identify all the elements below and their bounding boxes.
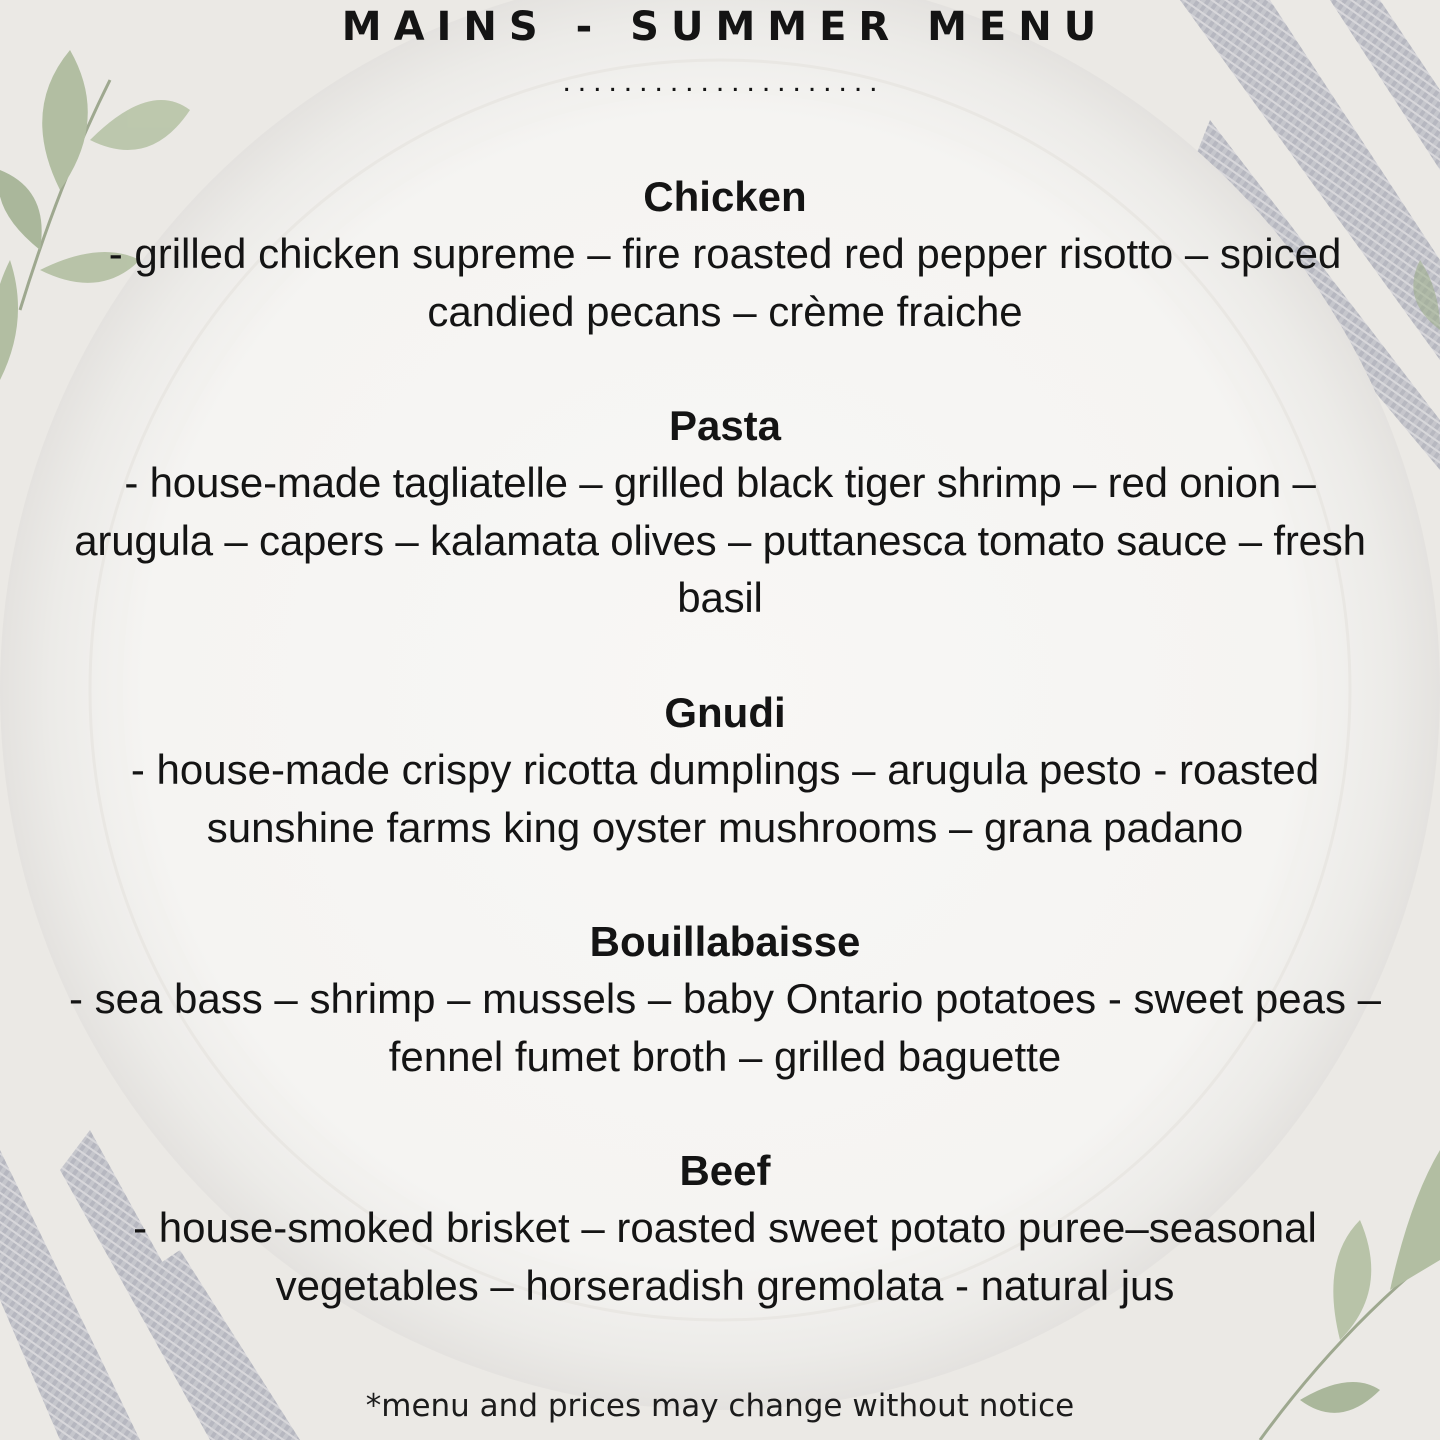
dish-description-line: fennel fumet broth – grilled baguette bbox=[388, 1032, 1062, 1080]
dish-description-line: vegetables – horseradish gremolata - natural jus bbox=[275, 1261, 1175, 1309]
dish-description-line: - house-made crispy ricotta dumplings – arugula pesto - roasted bbox=[130, 746, 1320, 793]
menu-footnote: *menu and prices may change without notice bbox=[365, 1388, 1075, 1424]
menu-section-pasta bbox=[0, 397, 1440, 627]
dish-description-line: - sea bass – shrimp – mussels – baby Ontario potatoes - sweet peas – bbox=[69, 975, 1381, 1022]
menu-section-gnudi bbox=[0, 684, 1440, 856]
dish-description-line: sunshine farms king oyster mushrooms – grana padano bbox=[206, 803, 1244, 851]
menu-section-beef bbox=[0, 1142, 1440, 1314]
section-heading: Pasta bbox=[668, 402, 782, 449]
menu-section-bouillabaisse bbox=[0, 913, 1440, 1085]
section-heading: Gnudi bbox=[664, 689, 786, 736]
dish-description-line: arugula – capers – kalamata olives – puttanesca tomato sauce – fresh bbox=[74, 516, 1366, 564]
menu-title: MAINS - SUMMER MENU bbox=[341, 4, 1109, 50]
section-heading: Beef bbox=[679, 1147, 771, 1194]
dish-description-line: - house-smoked brisket – roasted sweet potato puree–seasonal bbox=[133, 1204, 1317, 1251]
dish-description-line: basil bbox=[677, 574, 763, 621]
menu-section-chicken bbox=[0, 168, 1440, 340]
dish-description-line: candied pecans – crème fraiche bbox=[427, 287, 1023, 335]
section-heading: Bouillabaisse bbox=[589, 918, 861, 965]
dish-description-line: - grilled chicken supreme – fire roasted red pepper risotto – spiced bbox=[108, 230, 1342, 277]
dotted-divider: ..................... bbox=[562, 65, 885, 98]
dish-description-line: - house-made tagliatelle – grilled black tiger shrimp – red onion – bbox=[124, 459, 1316, 506]
section-heading: Chicken bbox=[643, 173, 807, 220]
